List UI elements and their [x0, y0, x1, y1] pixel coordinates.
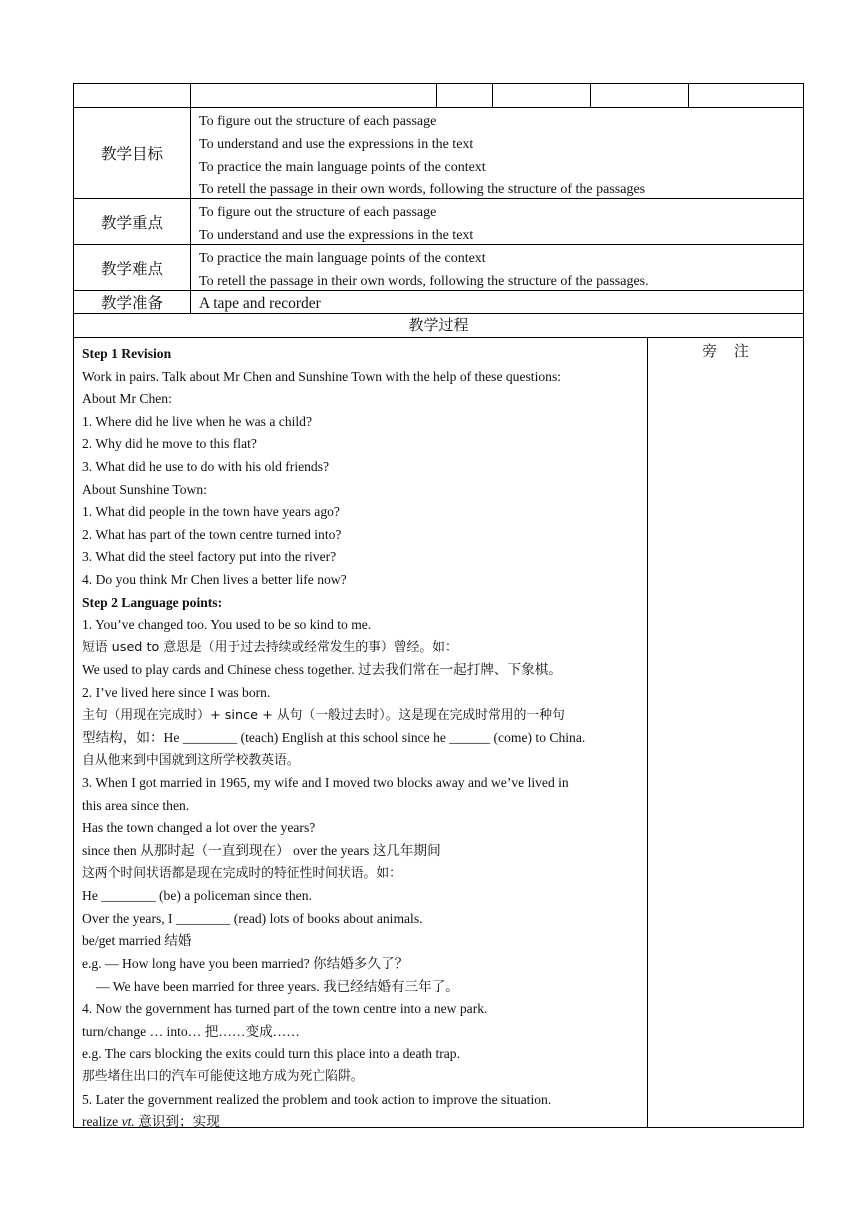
text-line: 短语 used to 意思是（用于过去持续或经常发生的事）曾经。如： — [82, 639, 458, 655]
header-row — [74, 84, 803, 108]
text-line: be/get married 结婚 — [82, 933, 192, 949]
text-line: 这两个时间状语都是现在完成时的特征性时间状语。如： — [82, 865, 402, 881]
process-header: 教学过程 — [74, 314, 803, 338]
side-notes-label: 旁 注 — [702, 342, 749, 360]
process-body — [74, 338, 803, 1130]
text-line: this area since then. — [82, 797, 190, 813]
header-cell — [493, 84, 591, 107]
difficulties-label: 教学难点 — [74, 245, 191, 290]
text-line: Has the town changed a lot over the years? — [82, 820, 316, 836]
text-line: 1. Where did he live when he was a child? — [82, 413, 313, 429]
objective-line: To retell the passage in their own words, following the structure of the passages — [199, 182, 646, 198]
objectives-row — [74, 108, 803, 199]
objective-line: To practice the main language points of the context — [199, 159, 486, 175]
text-line: 2. What has part of the town centre turned into? — [82, 526, 342, 542]
lesson-plan-table — [73, 83, 804, 1128]
difficulty-line: To practice the main language points of the context — [199, 251, 486, 266]
text-line: 2. I’ve lived here since I was born. — [82, 684, 271, 700]
difficulties-content — [191, 245, 803, 290]
realize-meaning: 意识到；实现 — [134, 1114, 220, 1130]
header-cell — [191, 84, 437, 107]
preparation-label: 教学准备 — [74, 291, 191, 313]
text-line: since then 从那时起（一直到现在） over the years 这几年期间 — [82, 843, 441, 859]
step1-title: Step 1 Revision — [82, 346, 172, 361]
side-notes-column — [648, 338, 803, 1127]
header-cell — [74, 84, 191, 107]
realize-pos: vt. — [121, 1114, 135, 1130]
text-line: We used to play cards and Chinese chess together. 过去我们常在一起打牌、下象棋。 — [82, 662, 562, 678]
text-line: e.g. — How long have you been married? 你结婚多久了？ — [82, 956, 409, 972]
key-points-label: 教学重点 — [74, 199, 191, 244]
difficulty-line: To retell the passage in their own words, following the structure of the passages. — [199, 273, 649, 289]
text-line: 3. What did he use to do with his old friends? — [82, 458, 330, 474]
key-point-line: To understand and use the expressions in the text — [199, 227, 474, 243]
preparation-value: A tape and recorder — [199, 295, 321, 312]
text-line: turn/change … into… 把……变成…… — [82, 1023, 300, 1039]
text-line: 2. Why did he move to this flat? — [82, 436, 257, 452]
text-line: e.g. The cars blocking the exits could turn this place into a death trap. — [82, 1046, 460, 1062]
text-line: About Sunshine Town: — [82, 481, 207, 497]
text-line: Over the years, I ________ (read) lots of books about animals. — [82, 910, 423, 926]
text-line: 5. Later the government realized the problem and took action to improve the situation. — [82, 1091, 552, 1107]
header-cell — [591, 84, 689, 107]
text-line: 3. What did the steel factory put into the river? — [82, 549, 337, 565]
text-line: 型结构，如：He ________ (teach) English at this school since he ______ (come) to China. — [82, 730, 586, 746]
text-line: 4. Do you think Mr Chen lives a better life now? — [82, 571, 347, 587]
text-line: 1. You’ve changed too. You used to be so kind to me. — [82, 617, 372, 633]
objectives-label: 教学目标 — [74, 108, 191, 198]
text-line: About Mr Chen: — [82, 391, 172, 407]
text-line: 主句（用现在完成时）+ since + 从句（一般过去时）。这是现在完成时常用的一种句 — [82, 707, 565, 723]
text-line: He ________ (be) a policeman since then. — [82, 888, 312, 904]
header-cell — [689, 84, 803, 107]
text-line: 1. What did people in the town have years ago? — [82, 504, 340, 520]
difficulties-row — [74, 245, 803, 291]
header-cell — [437, 84, 493, 107]
text-line: 那些堵住出口的汽车可能使这地方成为死亡陷阱。 — [82, 1069, 364, 1084]
text-line: 自从他来到中国就到这所学校教英语。 — [82, 752, 300, 768]
objective-line: To understand and use the expressions in the text — [199, 136, 474, 152]
objective-line: To figure out the structure of each passage — [199, 114, 437, 129]
text-line: Work in pairs. Talk about Mr Chen and Sunshine Town with the help of these questions: — [82, 368, 562, 384]
objectives-content — [191, 108, 803, 198]
realize-word: realize — [82, 1114, 122, 1130]
text-line: — We have been married for three years. 我已经结婚有三年了。 — [96, 978, 459, 994]
text-line: 4. Now the government has turned part of the town centre into a new park. — [82, 1001, 488, 1017]
key-point-line: To figure out the structure of each passage — [199, 205, 437, 220]
process-content — [74, 338, 648, 1130]
preparation-row — [74, 291, 803, 314]
key-points-content — [191, 199, 803, 244]
step2-title: Step 2 Language points: — [82, 594, 223, 610]
realize-line — [82, 1111, 639, 1134]
text-line: 3. When I got married in 1965, my wife and I moved two blocks away and we’ve lived in — [82, 775, 569, 791]
key-points-row — [74, 199, 803, 245]
